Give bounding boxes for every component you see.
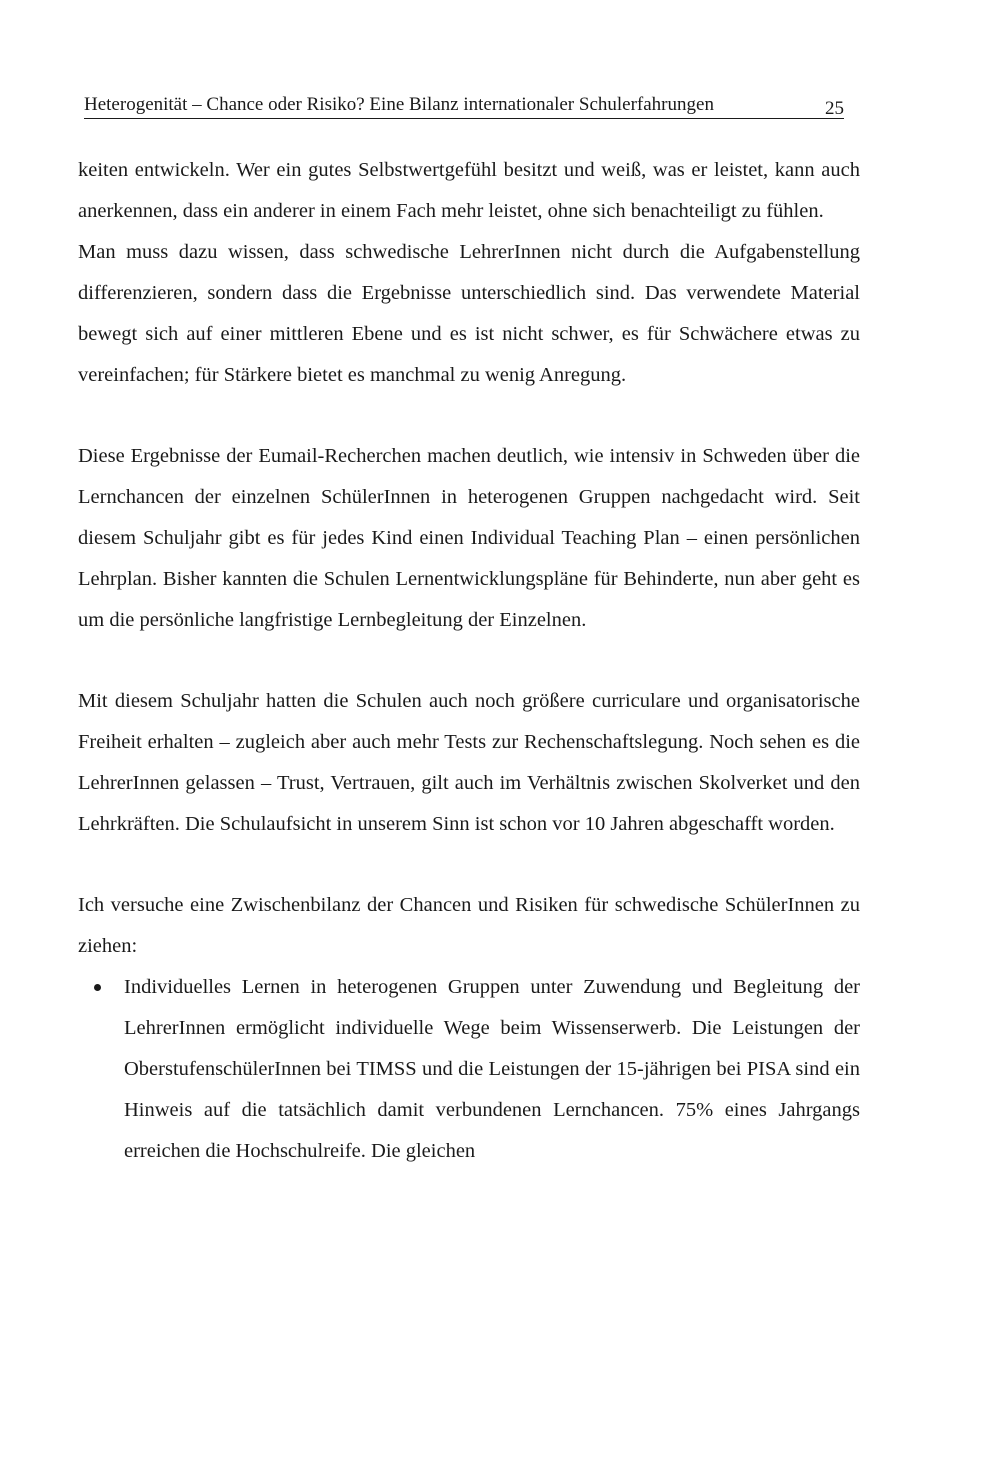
header-title: Heterogenität – Chance oder Risiko? Eine Bilanz internationaler Schulerfahrungen [84, 94, 714, 115]
paragraph: Man muss dazu wissen, dass schwedische LehrerInnen nicht durch die Aufgabenstellung differenzieren, sondern dass die Ergebnisse unterschiedlich sind. Das verwendete Material bewegt sich auf einer mittleren Ebene und es ist nicht schwer, es für Schwächere etwas zu vereinfachen; für Stärkere bietet es manchmal zu wenig Anregung. [78, 241, 860, 386]
paragraph: Diese Ergebnisse der Eumail-Recherchen machen deutlich, wie intensiv in Schweden über die Lernchancen der einzelnen SchülerInnen in heterogenen Gruppen nachgedacht wird. Seit diesem Schuljahr gibt es für jedes Kind einen Individual Teaching Plan – einen persönlichen Lehrplan. Bisher kannten die Schulen Lernentwicklungspläne für Behinderte, nun aber geht es um die persönliche langfristige Lernbegleitung der Einzelnen. [78, 445, 860, 631]
bullet-list [78, 967, 860, 1172]
list-item-text: Individuelles Lernen in heterogenen Gruppen unter Zuwendung und Begleitung der LehrerInnen ermöglicht individuelle Wege beim Wissenserwerb. Die Leistungen der OberstufenschülerInnen bei TIMSS und die Leistungen der 15-jährigen bei PISA sind ein Hinweis auf die tatsächlich damit verbundenen Lernchancen. 75% eines Jahrgangs erreichen die Hochschulreife. Die gleichen [124, 976, 860, 1162]
body-text [78, 150, 860, 1172]
list-item [78, 967, 860, 1172]
paragraph: Mit diesem Schuljahr hatten die Schulen auch noch größere curriculare und organisatorische Freiheit erhalten – zugleich aber auch mehr Tests zur Rechenschaftslegung. Noch sehen es die LehrerInnen gelassen – Trust, Vertrauen, gilt auch im Verhältnis zwischen Skolverket und den Lehrkräften. Die Schulaufsicht in unserem Sinn ist schon vor 10 Jahren abgeschafft worden. [78, 690, 860, 835]
running-header [84, 94, 844, 119]
paragraph: Ich versuche eine Zwischenbilanz der Chancen und Risiken für schwedische SchülerInnen zu ziehen: [78, 894, 860, 957]
bullet-icon [94, 984, 101, 991]
page-number: 25 [825, 98, 844, 119]
paragraph: keiten entwickeln. Wer ein gutes Selbstwertgefühl besitzt und weiß, was er leistet, kann auch anerkennen, dass ein anderer in einem Fach mehr leistet, ohne sich benachteiligt zu fühlen. [78, 159, 860, 222]
